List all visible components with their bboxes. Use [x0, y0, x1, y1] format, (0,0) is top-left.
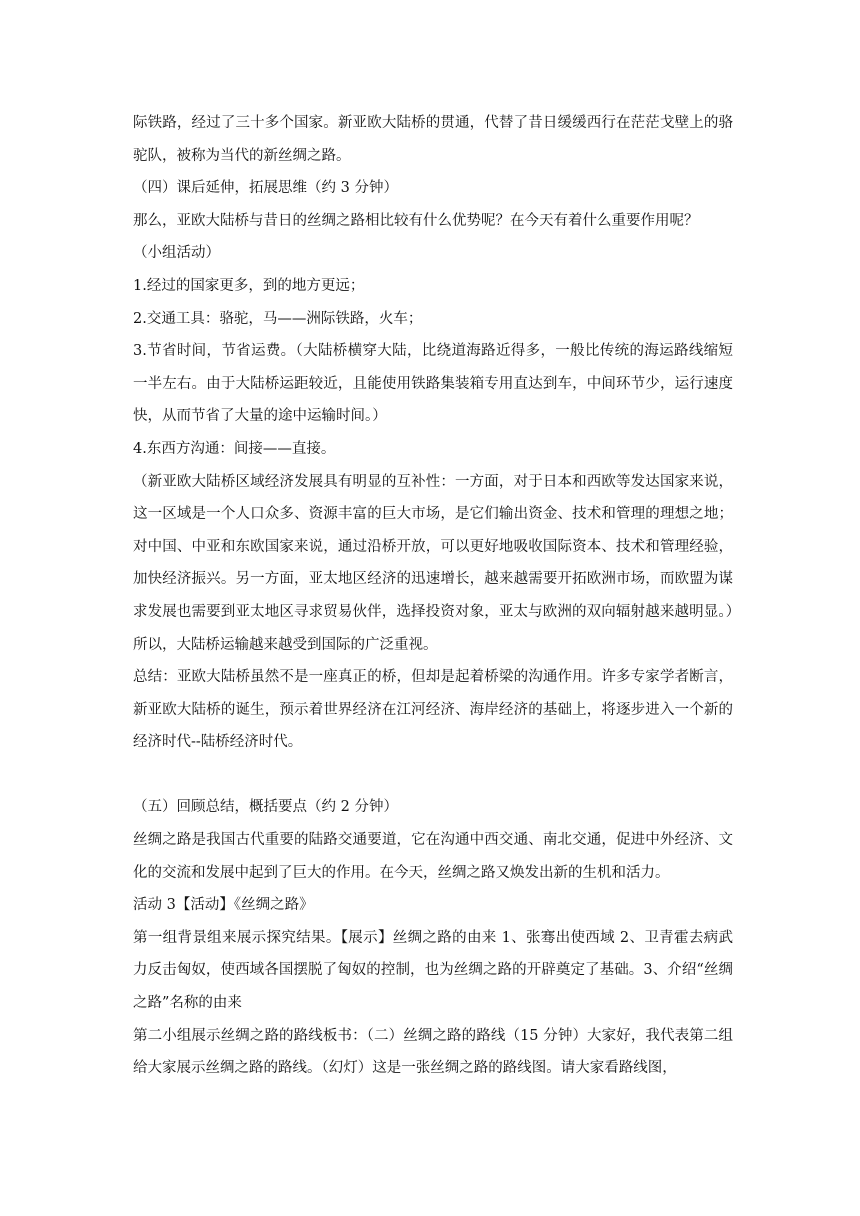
list-item-2: 2.交通工具：骆驼，马——洲际铁路，火车； — [133, 310, 423, 327]
paragraph-review: 丝绸之路是我国古代重要的陆路交通要道，它在沟通中西交通、南北交通，促进中外经济、文化的交流和发展中起到了巨大的作用。在今天，丝绸之路又焕发出新的生机和活力。 — [133, 832, 733, 881]
paragraph-question: 那么，亚欧大陆桥与昔日的丝绸之路相比较有什么优势呢？在今天有着什么重要作用呢？ — [133, 212, 699, 229]
paragraph-group-one: 第一组背景组来展示探究结果。【展示】丝绸之路的由来 1、张骞出使西域 2、卫青霍去病武力反击匈奴，使西域各国摆脱了匈奴的控制，也为丝绸之路的开辟奠定了基础。3、介绍“丝绸之路”名称的由来 — [133, 929, 733, 1012]
paragraph-complementarity: （新亚欧大陆桥区域经济发展具有明显的互补性：一方面，对于日本和西欧等发达国家来说，这一区域是一个人口众多、资源丰富的巨大市场，是它们输出资金、技术和管理的理想之地；对中国、中亚和东欧国家来说，通过沿桥开放，可以更好地吸收国际资本、技术和管理经验，加快经济振兴。另一方面，亚太地区经济的迅速增长，越来越需要开拓欧洲市场，而欧盟为谋求发展也需要到亚太地区寻求贸易伙伴，选择投资对象，亚太与欧洲的双向辐射越来越明显。）所以，大陆桥运输越来越受到国际的广泛重视。 — [133, 473, 733, 653]
activity-heading: 活动 3【活动】《丝绸之路》 — [133, 897, 314, 914]
paragraph-silk-road-railway: 际铁路，经过了三十多个国家。新亚欧大陆桥的贯通，代替了昔日缓缓西行在茫茫戈壁上的骆驼队，被称为当代的新丝绸之路。 — [133, 115, 733, 164]
list-item-4: 4.东西方沟通：间接——直接。 — [133, 440, 336, 457]
paragraph-summary: 总结：亚欧大陆桥虽然不是一座真正的桥，但却是起着桥梁的沟通作用。许多专家学者断言，新亚欧大陆桥的诞生，预示着世界经济在江河经济、海岸经济的基础上，将逐步进入一个新的经济时代--陆桥经济时代。 — [133, 669, 733, 751]
section-heading-4: （四）课后延伸，拓展思维（约 3 分钟） — [133, 180, 398, 197]
document-body — [133, 107, 733, 1085]
section-heading-5: （五）回顾总结，概括要点（约 2 分钟） — [133, 799, 398, 816]
blank-line — [133, 759, 733, 792]
paragraph-group-two: 第二小组展示丝绸之路的路线板书：（二）丝绸之路的路线（15 分钟）大家好，我代表第二组给大家展示丝绸之路的路线。（幻灯）这是一张丝绸之路的路线图。请大家看路线图， — [133, 1027, 733, 1077]
list-item-3: 3.节省时间，节省运费。（大陆桥横穿大陆，比绕道海路近得多，一般比传统的海运路线缩短一半左右。由于大陆桥运距较近，且能使用铁路集装箱专用直达到车，中间环节少，运行速度快，从而节省了大量的途中运输时间。） — [133, 343, 733, 425]
list-item-1: 1.经过的国家更多，到的地方更远； — [133, 277, 365, 294]
paragraph-group-activity: （小组活动） — [133, 245, 220, 262]
